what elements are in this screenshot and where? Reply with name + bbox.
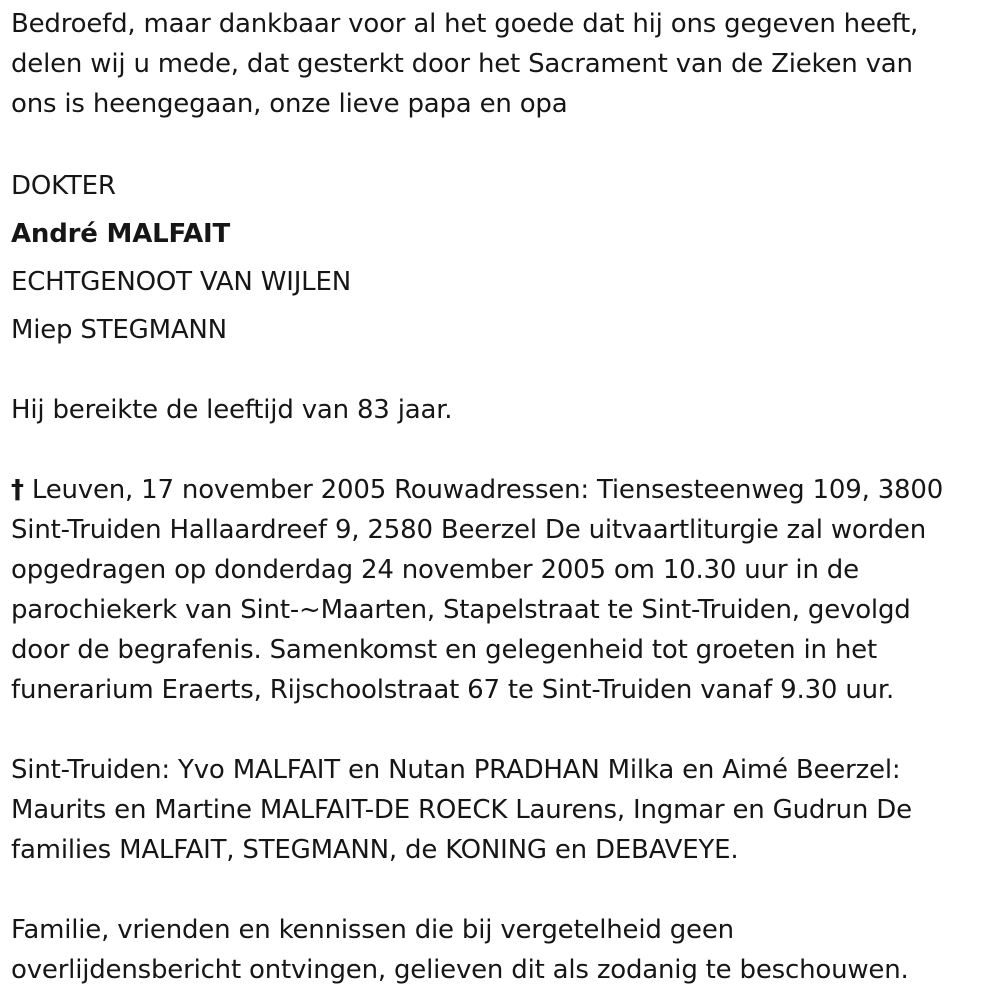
family-line: Sint-Truiden: Yvo MALFAIT en Nutan PRADHAN Milka en Aimé Beerzel: bbox=[11, 755, 901, 785]
deceased-name: André MALFAIT bbox=[11, 219, 231, 249]
spouse-name: Miep STEGMANN bbox=[11, 315, 227, 345]
closing-line: overlijdensbericht ontvingen, gelieven dit als zodanig te beschouwen. bbox=[11, 955, 909, 985]
details-line: door de begrafenis. Samenkomst en gelegenheid tot groeten in het bbox=[11, 635, 877, 665]
family-paragraph bbox=[11, 750, 912, 870]
funeral-details-paragraph bbox=[11, 470, 943, 710]
family-line: Maurits en Martine MALFAIT-DE ROECK Laurens, Ingmar en Gudrun De bbox=[11, 795, 912, 825]
intro-line: Bedroefd, maar dankbaar voor al het goede dat hij ons gegeven heeft, bbox=[11, 9, 919, 39]
spouse-label: ECHTGENOOT VAN WIJLEN bbox=[11, 267, 351, 297]
closing-paragraph bbox=[11, 910, 909, 990]
family-line: families MALFAIT, STEGMANN, de KONING en DEBAVEYE. bbox=[11, 835, 739, 865]
details-first-line-text: Leuven, 17 november 2005 Rouwadressen: Tiensesteenweg 109, 3800 bbox=[23, 475, 944, 505]
details-line: opgedragen op donderdag 24 november 2005 om 10.30 uur in de bbox=[11, 555, 859, 585]
details-line: funerarium Eraerts, Rijschoolstraat 67 te Sint-Truiden vanaf 9.30 uur. bbox=[11, 675, 895, 705]
closing-line: Familie, vrienden en kennissen die bij vergetelheid geen bbox=[11, 915, 734, 945]
intro-paragraph bbox=[11, 4, 918, 124]
details-line: parochiekerk van Sint-~Maarten, Stapelstraat te Sint-Truiden, gevolgd bbox=[11, 595, 911, 625]
deceased-title: DOKTER bbox=[11, 171, 116, 201]
details-line: Sint-Truiden Hallaardreef 9, 2580 Beerzel De uitvaartliturgie zal worden bbox=[11, 515, 927, 545]
details-first-line bbox=[11, 470, 943, 510]
intro-line: delen wij u mede, dat gesterkt door het Sacrament van de Zieken van bbox=[11, 49, 913, 79]
age-statement: Hij bereikte de leeftijd van 83 jaar. bbox=[11, 395, 453, 425]
cross-icon: † bbox=[11, 475, 24, 505]
intro-line: ons is heengegaan, onze lieve papa en opa bbox=[11, 89, 568, 119]
